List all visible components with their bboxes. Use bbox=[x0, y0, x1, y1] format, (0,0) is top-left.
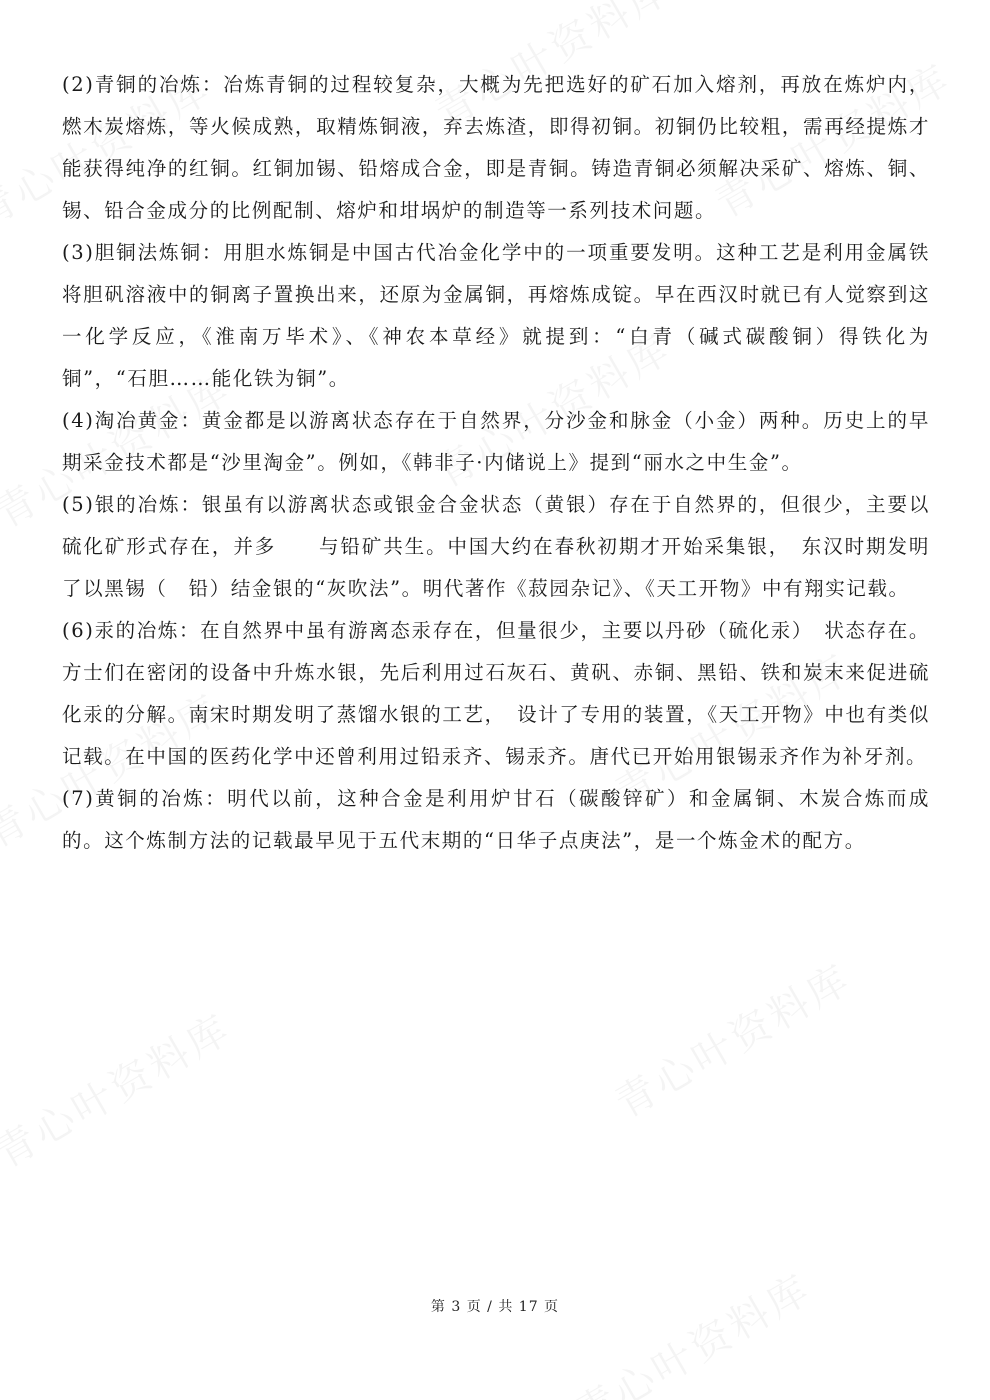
paragraph-bronze-smelting: (2)青铜的冶炼：冶炼青铜的过程较复杂，大概为先把选好的矿石加入熔剂，再放在炼炉内，燃木炭熔炼，等火候成熟，取精炼铜液，弃去炼渣，即得初铜。初铜仍比较粗，需再经提炼才能获得纯净的红铜。红铜加锡、铅熔成合金，即是青铜。铸造青铜必须解决采矿、熔炼、铜、锡、铅合金成分的比例配制、熔炉和坩埚炉的制造等一系列技术问题。 bbox=[62, 73, 930, 222]
paragraph-gold-panning: (4)淘冶黄金：黄金都是以游离状态存在于自然界，分沙金和脉金（小金）两种。历史上的早期采金技术都是“沙里淘金”。例如，《韩非子·内储说上》提到“丽水之中生金”。 bbox=[62, 409, 930, 474]
document-body bbox=[62, 64, 930, 862]
paragraph-copper-leaching: (3)胆铜法炼铜：用胆水炼铜是中国古代冶金化学中的一项重要发明。这种工艺是利用金属铁将胆矾溶液中的铜离子置换出来，还原为金属铜，再熔炼成锭。早在西汉时就已有人觉察到这一化学反应，《淮南万毕术》、《神农本草经》就提到：“白青（碱式碳酸铜）得铁化为铜”，“石胆……能化铁为铜”。 bbox=[62, 241, 930, 390]
page-number-footer: 第 3 页 / 共 17 页 bbox=[430, 1299, 560, 1315]
watermark-text bbox=[563, 1258, 820, 1400]
watermark-text bbox=[0, 998, 241, 1179]
paragraph-silver-smelting: (5)银的冶炼：银虽有以游离状态或银金合金状态（黄银）存在于自然界的，但很少，主要以硫化矿形式存在，并多 与铅矿共生。中国大约在春秋初期才开始采集银， 东汉时期发明了以黑锡（ 铅）结金银的“灰吹法”。明代著作《菽园杂记》、《天工开物》中有翔实记载。 bbox=[62, 493, 930, 600]
paragraph-mercury-smelting: (6)汞的冶炼：在自然界中虽有游离态汞存在，但量很少，主要以丹砂（硫化汞） 状态存在。方士们在密闭的设备中升炼水银，先后利用过石灰石、黄矾、赤铜、黑铅、铁和炭末来促进硫化汞的分解。南宋时期发明了蒸馏水银的工艺， 设计了专用的装置，《天工开物》中也有类似记载。在中国的医药化学中还曾利用过铅汞齐、锡汞齐。唐代已开始用银锡汞齐作为补牙剂。 bbox=[62, 619, 930, 768]
paragraph-brass-smelting: (7)黄铜的冶炼：明代以前，这种合金是利用炉甘石（碳酸锌矿）和金属铜、木炭合炼而成的。这个炼制方法的记载最早见于五代末期的“日华子点庚法”，是一个炼金术的配方。 bbox=[62, 787, 930, 852]
watermark-text bbox=[603, 948, 860, 1129]
